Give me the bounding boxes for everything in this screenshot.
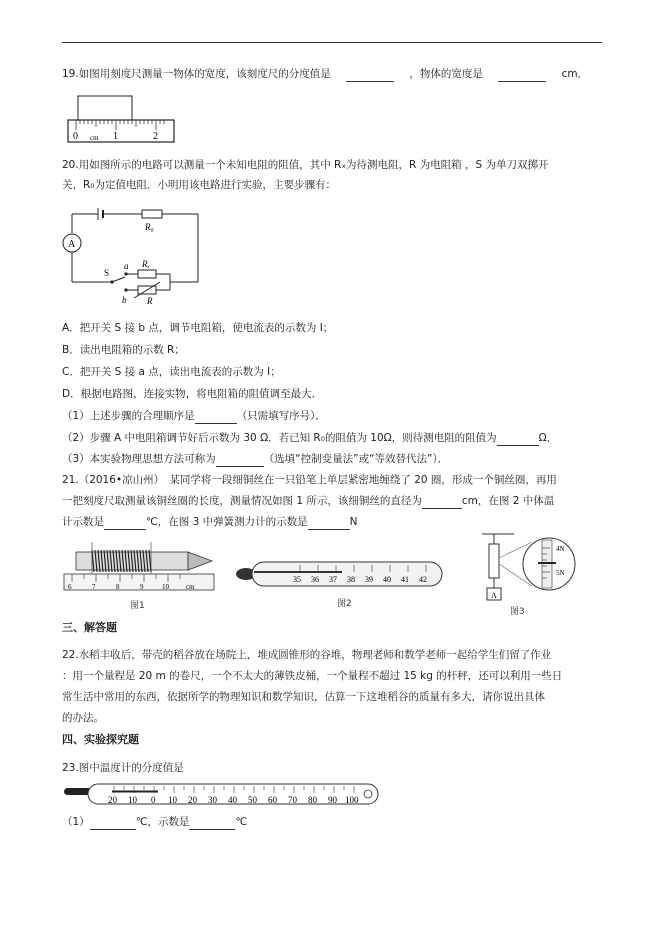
q19-blank-2[interactable]	[498, 69, 546, 82]
q21-blank-force[interactable]	[308, 517, 350, 530]
q21-fig1-label-9: 9	[140, 583, 144, 591]
q21-line-1: 21.（2016•凉山州） 某同学将一段细铜丝在一只铅笔上单层紧密地缠绕了 20 圈，形成一个铜丝圈，再用	[62, 474, 557, 486]
q23-sub-1-text-b: ℃，示数是	[135, 816, 190, 828]
q21-fig3-caption: 图3	[510, 607, 525, 617]
q23-scale-label-100: 100	[345, 795, 359, 805]
q23-scale-label-90: 90	[328, 795, 337, 805]
q20-sub-3-text-b: （选填“控制变量法”或“等效替代法”）．	[263, 453, 449, 465]
q21-fig2-label-37: 37	[329, 575, 337, 584]
q21-fig1-label-10: 10	[162, 583, 169, 591]
q22-line-3: 常生活中常用的东西，依据所学的物理知识和数学知识，估算一下这堆稻谷的质量有多大，请你说出具体	[62, 691, 545, 703]
q20-point-a-label: a	[124, 261, 129, 271]
q20-sub-2	[62, 430, 557, 446]
q23-thermometer	[62, 782, 392, 810]
q23-sub-1-text-c: ℃	[235, 816, 248, 828]
q21-fig2-label-39: 39	[365, 575, 373, 584]
q23-scale-label-0: 0	[151, 795, 156, 805]
q22-line-4: 的办法。	[62, 712, 104, 724]
q20-sub-3-text-a: （3）本实验物理思想方法可称为	[62, 453, 216, 465]
q21-line-2	[62, 493, 554, 509]
q21-fig3-block-label: A	[491, 591, 497, 600]
q23-sub-1-text-a: （1）	[62, 816, 90, 828]
q20-step-d: D．根据电路图，连接实物，将电阻箱的阻值调至最大．	[62, 388, 323, 400]
q20-step-b: B．读出电阻箱的示数 R；	[62, 344, 185, 356]
q21-fig2-label-35: 35	[293, 575, 301, 584]
q20-sub-3	[62, 451, 448, 467]
q21-fig1-label-cm: cm	[186, 583, 195, 591]
q23-scale-label-20: 20	[188, 795, 197, 805]
q19-text-a: 19.如图用刻度尺测量一物体的宽度，该刻度尺的分度值是	[62, 68, 331, 80]
q19-ruler-label-2: 2	[153, 131, 158, 142]
q19-ruler-figure	[66, 92, 178, 148]
q20-sub-2-text-b: Ω．	[538, 432, 558, 444]
q21-line-3	[62, 514, 358, 530]
q21-fig2-label-38: 38	[347, 575, 355, 584]
q21-fig1-label-6: 6	[68, 583, 72, 591]
q20-line-2: 关，R₀为定值电阻．小明用该电路进行实验，主要步骤有：	[62, 179, 337, 191]
q23-scale-label-50: 50	[248, 795, 257, 805]
q20-sub-1-text-a: （1）上述步骤的合理顺序是	[62, 410, 195, 422]
q23-sub-1	[62, 814, 247, 830]
q21-line-2-text-b: cm，在图 2 中体温	[461, 495, 555, 507]
section-4-heading: 四、实验探究题	[62, 733, 139, 746]
q20-rx-label: Rₓ	[142, 259, 151, 269]
q20-circuit-diagram	[62, 200, 212, 306]
q21-fig2-label-41: 41	[401, 575, 409, 584]
q21-line-3-text-b: ℃，在图 3 中弹簧测力计的示数是	[146, 516, 308, 528]
q23-scale-label-20-below: 20	[108, 795, 117, 805]
q20-ammeter-label: A	[68, 239, 76, 250]
q23-scale-label-60: 60	[268, 795, 277, 805]
q19-text-b: ，物体的宽度是	[409, 68, 483, 80]
q21-line-2-text-a: 一把刻度尺取测量该铜丝圈的长度，测量情况如图 1 所示，该细铜丝的直径为	[62, 495, 422, 507]
q22-line-1: 22.水稻丰收后，带壳的稻谷放在场院上，堆成圆锥形的谷堆，物理老师和数学老师一起给学生们留了作业	[62, 649, 552, 661]
q21-figure-2	[232, 556, 447, 612]
q19-ruler-label-0: 0	[73, 131, 78, 142]
q21-line-3-text-c: N	[349, 516, 358, 528]
q22-line-2: ：用一个量程是 20 m 的卷尺，一个不太大的薄铁皮桶，一个量程不超过 15 kg 的杆秤，还可以利用一些日	[62, 670, 563, 682]
q21-fig1-caption: 图1	[130, 601, 145, 611]
q21-figure-3	[474, 530, 584, 620]
q23-scale-label-80: 80	[308, 795, 317, 805]
q19-unit: cm．	[561, 68, 589, 80]
q20-switch-label: S	[104, 268, 110, 278]
q21-fig1-label-7: 7	[92, 583, 96, 591]
q20-sub-1-blank[interactable]	[195, 411, 237, 424]
q20-sub-2-text-a: （2）步骤 A 中电阻箱调节好后示数为 30 Ω．若已知 R₀的阻值为 10Ω，则待测电阻的阻值为	[62, 432, 497, 444]
q21-fig2-label-40: 40	[383, 575, 391, 584]
q21-fig3-label-4n: 4N	[556, 545, 565, 553]
q21-fig3-label-5n: 5N	[556, 569, 565, 577]
q21-blank-diameter[interactable]	[422, 496, 462, 509]
q23-scale-label-10: 10	[168, 795, 177, 805]
q19-ruler-label-1: 1	[113, 131, 118, 142]
q23-scale-label-30: 30	[208, 795, 217, 805]
q20-sub-1-text-b: （只需填写序号）．	[236, 410, 326, 422]
q23-line-1: 23.图中温度计的分度值是	[62, 762, 184, 774]
q20-point-b-label: b	[122, 295, 127, 305]
top-rule	[62, 42, 602, 43]
q21-blank-temperature[interactable]	[104, 517, 146, 530]
q19-text	[62, 66, 588, 82]
q20-sub-3-blank[interactable]	[216, 454, 264, 467]
q21-fig2-caption: 图2	[337, 599, 352, 609]
q20-step-a: A．把开关 S 接 b 点，调节电阻箱，使电流表的示数为 I；	[62, 322, 334, 334]
q21-figure-1	[62, 538, 217, 616]
q20-sub-2-blank[interactable]	[497, 433, 539, 446]
q23-blank-reading[interactable]	[189, 817, 235, 830]
q21-fig2-label-36: 36	[311, 575, 319, 584]
q20-r-label: R	[147, 296, 153, 306]
q21-fig2-label-42: 42	[419, 575, 427, 584]
q23-blank-division[interactable]	[90, 817, 136, 830]
q21-fig1-label-8: 8	[116, 583, 120, 591]
q23-scale-label-70: 70	[288, 795, 297, 805]
q20-sub-1	[62, 408, 326, 424]
q20-r0-label: R₀	[145, 222, 154, 232]
q23-scale-label-10-below: 10	[128, 795, 137, 805]
section-3-heading: 三、解答题	[62, 621, 117, 634]
q19-blank-1[interactable]	[346, 69, 394, 82]
q19-ruler-label-cm: cm	[90, 134, 99, 142]
q20-line-1: 20.用如图所示的电路可以测量一个未知电阻的阻值，其中 Rₓ为待测电阻，R 为电阻箱 ，S 为单刀双掷开	[62, 159, 549, 171]
q23-scale-label-40: 40	[228, 795, 237, 805]
q20-step-c: C．把开关 S 接 a 点，读出电流表的示数为 I；	[62, 366, 281, 378]
q21-line-3-text-a: 计示数是	[62, 516, 104, 528]
